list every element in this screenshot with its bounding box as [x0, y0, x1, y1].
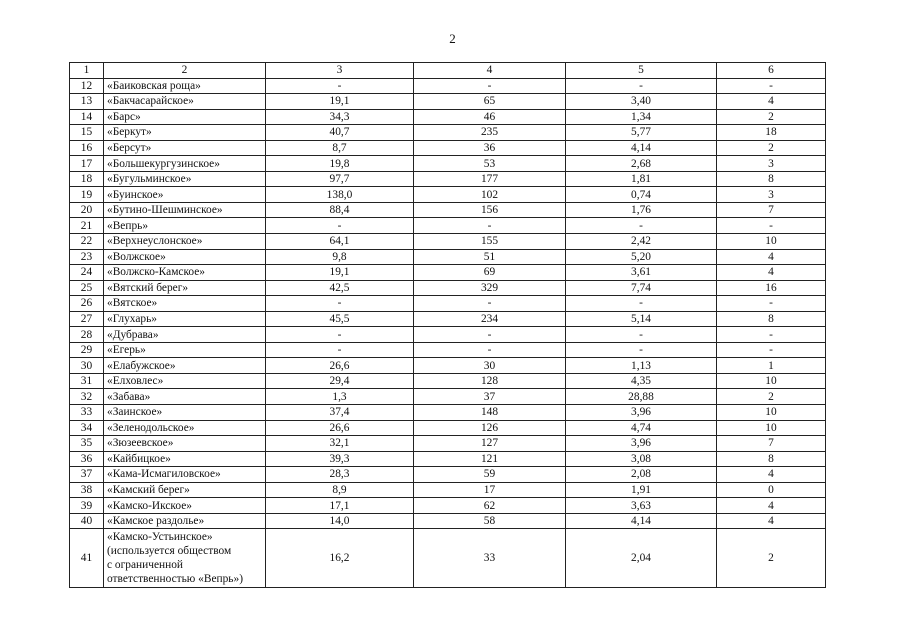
cell-col-4: 17	[414, 482, 566, 498]
table-row	[70, 420, 826, 436]
cell-col-3: 138,0	[266, 187, 414, 203]
hunting-ground-name: «Вятское»	[104, 296, 266, 312]
cell-col-6: 4	[717, 513, 826, 529]
hunting-ground-name: «Бутино-Шешминское»	[104, 202, 266, 218]
cell-col-6: 10	[717, 405, 826, 421]
cell-col-3: 1,3	[266, 389, 414, 405]
column-header-6: 6	[717, 63, 826, 79]
table-row	[70, 389, 826, 405]
table-row	[70, 342, 826, 358]
row-number: 15	[70, 125, 104, 141]
hunting-ground-name: «Кама-Исмагиловское»	[104, 467, 266, 483]
hunting-ground-name: «Забава»	[104, 389, 266, 405]
cell-col-6: 4	[717, 467, 826, 483]
header-row	[70, 63, 826, 79]
cell-col-4: 329	[414, 280, 566, 296]
cell-col-6: -	[717, 218, 826, 234]
hunting-ground-name: «Глухарь»	[104, 311, 266, 327]
table-row	[70, 140, 826, 156]
cell-col-4: -	[414, 327, 566, 343]
row-number: 35	[70, 436, 104, 452]
cell-col-5: -	[566, 296, 717, 312]
table-row	[70, 171, 826, 187]
cell-col-6: 8	[717, 171, 826, 187]
hunting-ground-name: «Большекургузинское»	[104, 156, 266, 172]
cell-col-6: 1	[717, 358, 826, 374]
cell-col-4: 177	[414, 171, 566, 187]
table-row	[70, 234, 826, 250]
cell-col-6: 16	[717, 280, 826, 296]
cell-col-4: 51	[414, 249, 566, 265]
row-number: 19	[70, 187, 104, 203]
row-number: 27	[70, 311, 104, 327]
cell-col-5: -	[566, 218, 717, 234]
cell-col-6: 2	[717, 109, 826, 125]
cell-col-3: 97,7	[266, 171, 414, 187]
cell-col-5: 2,68	[566, 156, 717, 172]
row-number: 38	[70, 482, 104, 498]
row-number: 33	[70, 405, 104, 421]
cell-col-6: 4	[717, 249, 826, 265]
cell-col-4: 148	[414, 405, 566, 421]
cell-col-5: 4,74	[566, 420, 717, 436]
hunting-ground-name: «Зюзеевское»	[104, 436, 266, 452]
table-row	[70, 358, 826, 374]
hunting-ground-name: «Верхнеуслонское»	[104, 234, 266, 250]
cell-col-6: -	[717, 327, 826, 343]
cell-col-6: 8	[717, 311, 826, 327]
hunting-ground-name: «Камско-Устьинское» (используется обществом с ограниченной ответственностью «Вепрь»)	[104, 529, 266, 588]
hunting-ground-name: «Бугульминское»	[104, 171, 266, 187]
row-number: 22	[70, 234, 104, 250]
table-row	[70, 327, 826, 343]
cell-col-4: 121	[414, 451, 566, 467]
hunting-ground-name: «Беркут»	[104, 125, 266, 141]
cell-col-6: 7	[717, 436, 826, 452]
row-number: 18	[70, 171, 104, 187]
cell-col-3: 19,1	[266, 265, 414, 281]
cell-col-4: 36	[414, 140, 566, 156]
table-row	[70, 265, 826, 281]
cell-col-6: 2	[717, 140, 826, 156]
row-number: 28	[70, 327, 104, 343]
table-row	[70, 296, 826, 312]
table-row	[70, 187, 826, 203]
row-number: 17	[70, 156, 104, 172]
cell-col-3: 26,6	[266, 358, 414, 374]
cell-col-6: 4	[717, 94, 826, 110]
row-number: 40	[70, 513, 104, 529]
row-number: 29	[70, 342, 104, 358]
cell-col-3: 34,3	[266, 109, 414, 125]
hunting-ground-name: «Волжское»	[104, 249, 266, 265]
cell-col-3: -	[266, 296, 414, 312]
row-number: 36	[70, 451, 104, 467]
cell-col-6: -	[717, 296, 826, 312]
column-header-1: 1	[70, 63, 104, 79]
cell-col-5: -	[566, 342, 717, 358]
cell-col-6: 10	[717, 420, 826, 436]
cell-col-3: 16,2	[266, 529, 414, 588]
cell-col-4: 65	[414, 94, 566, 110]
row-number: 21	[70, 218, 104, 234]
hunting-ground-name: «Кайбицкое»	[104, 451, 266, 467]
column-header-5: 5	[566, 63, 717, 79]
cell-col-4: 127	[414, 436, 566, 452]
cell-col-5: 7,74	[566, 280, 717, 296]
hunting-ground-name: «Камский берег»	[104, 482, 266, 498]
cell-col-6: 8	[717, 451, 826, 467]
cell-col-6: 4	[717, 265, 826, 281]
cell-col-6: 0	[717, 482, 826, 498]
cell-col-4: -	[414, 78, 566, 94]
hunting-ground-name: «Дубрава»	[104, 327, 266, 343]
table-row	[70, 436, 826, 452]
cell-col-5: 3,63	[566, 498, 717, 514]
hunting-ground-name: «Вепрь»	[104, 218, 266, 234]
hunting-ground-name: «Берсут»	[104, 140, 266, 156]
row-number: 34	[70, 420, 104, 436]
cell-col-3: 14,0	[266, 513, 414, 529]
cell-col-3: 26,6	[266, 420, 414, 436]
table-row	[70, 467, 826, 483]
hunting-ground-name: «Камское раздолье»	[104, 513, 266, 529]
table-row	[70, 373, 826, 389]
cell-col-5: 3,96	[566, 436, 717, 452]
table-row	[70, 405, 826, 421]
hunting-ground-name: «Баиковская роща»	[104, 78, 266, 94]
cell-col-3: 28,3	[266, 467, 414, 483]
cell-col-5: 5,14	[566, 311, 717, 327]
row-number: 14	[70, 109, 104, 125]
cell-col-3: 88,4	[266, 202, 414, 218]
table-row	[70, 109, 826, 125]
row-number: 25	[70, 280, 104, 296]
cell-col-3: 42,5	[266, 280, 414, 296]
cell-col-3: 45,5	[266, 311, 414, 327]
row-number: 30	[70, 358, 104, 374]
cell-col-6: 4	[717, 498, 826, 514]
cell-col-3: 17,1	[266, 498, 414, 514]
cell-col-5: 1,76	[566, 202, 717, 218]
cell-col-4: 126	[414, 420, 566, 436]
cell-col-4: -	[414, 342, 566, 358]
cell-col-5: 5,77	[566, 125, 717, 141]
page-number: 2	[449, 31, 456, 46]
cell-col-5: 2,04	[566, 529, 717, 588]
cell-col-5: -	[566, 78, 717, 94]
cell-col-6: -	[717, 342, 826, 358]
hunting-ground-name: «Камско-Икское»	[104, 498, 266, 514]
hunting-ground-name: «Бакчасарайское»	[104, 94, 266, 110]
data-table	[69, 62, 826, 588]
cell-col-3: -	[266, 78, 414, 94]
cell-col-6: 3	[717, 187, 826, 203]
table-row	[70, 482, 826, 498]
row-number: 32	[70, 389, 104, 405]
cell-col-5: 3,61	[566, 265, 717, 281]
table-row	[70, 513, 826, 529]
cell-col-6: 18	[717, 125, 826, 141]
table-row	[70, 125, 826, 141]
cell-col-5: 1,81	[566, 171, 717, 187]
hunting-ground-name: «Буинское»	[104, 187, 266, 203]
cell-col-5: 2,42	[566, 234, 717, 250]
cell-col-3: 19,8	[266, 156, 414, 172]
hunting-ground-name: «Заинское»	[104, 405, 266, 421]
column-header-4: 4	[414, 63, 566, 79]
table-row	[70, 498, 826, 514]
cell-col-6: 7	[717, 202, 826, 218]
table-row	[70, 94, 826, 110]
cell-col-4: 58	[414, 513, 566, 529]
row-number: 41	[70, 529, 104, 588]
cell-col-5: 28,88	[566, 389, 717, 405]
table-row	[70, 202, 826, 218]
cell-col-3: -	[266, 327, 414, 343]
row-number: 20	[70, 202, 104, 218]
cell-col-4: 69	[414, 265, 566, 281]
hunting-ground-name: «Елабужское»	[104, 358, 266, 374]
row-number: 24	[70, 265, 104, 281]
cell-col-4: -	[414, 296, 566, 312]
hunting-ground-name: «Егерь»	[104, 342, 266, 358]
cell-col-4: 46	[414, 109, 566, 125]
cell-col-5: 1,34	[566, 109, 717, 125]
cell-col-5: 4,35	[566, 373, 717, 389]
cell-col-3: 64,1	[266, 234, 414, 250]
cell-col-3: 8,9	[266, 482, 414, 498]
column-header-2: 2	[104, 63, 266, 79]
cell-col-3: 39,3	[266, 451, 414, 467]
cell-col-3: 40,7	[266, 125, 414, 141]
cell-col-5: 3,96	[566, 405, 717, 421]
row-number: 16	[70, 140, 104, 156]
cell-col-5: 0,74	[566, 187, 717, 203]
cell-col-5: 1,13	[566, 358, 717, 374]
table-row	[70, 311, 826, 327]
row-number: 39	[70, 498, 104, 514]
table-row	[70, 218, 826, 234]
table-row	[70, 451, 826, 467]
table-row	[70, 249, 826, 265]
row-number: 12	[70, 78, 104, 94]
cell-col-3: 9,8	[266, 249, 414, 265]
cell-col-5: -	[566, 327, 717, 343]
cell-col-4: 128	[414, 373, 566, 389]
row-number: 31	[70, 373, 104, 389]
cell-col-4: 62	[414, 498, 566, 514]
cell-col-6: 2	[717, 389, 826, 405]
cell-col-3: 8,7	[266, 140, 414, 156]
column-header-3: 3	[266, 63, 414, 79]
cell-col-3: 29,4	[266, 373, 414, 389]
cell-col-4: 30	[414, 358, 566, 374]
cell-col-6: 2	[717, 529, 826, 588]
cell-col-5: 3,40	[566, 94, 717, 110]
cell-col-5: 3,08	[566, 451, 717, 467]
cell-col-5: 2,08	[566, 467, 717, 483]
cell-col-3: -	[266, 342, 414, 358]
row-number: 13	[70, 94, 104, 110]
cell-col-4: 53	[414, 156, 566, 172]
cell-col-6: -	[717, 78, 826, 94]
cell-col-5: 4,14	[566, 513, 717, 529]
cell-col-4: 33	[414, 529, 566, 588]
cell-col-4: 234	[414, 311, 566, 327]
table-row	[70, 529, 826, 588]
cell-col-5: 5,20	[566, 249, 717, 265]
hunting-ground-name: «Елховлес»	[104, 373, 266, 389]
hunting-ground-name: «Волжско-Камское»	[104, 265, 266, 281]
cell-col-4: 155	[414, 234, 566, 250]
cell-col-6: 10	[717, 234, 826, 250]
cell-col-6: 3	[717, 156, 826, 172]
cell-col-5: 4,14	[566, 140, 717, 156]
cell-col-3: -	[266, 218, 414, 234]
cell-col-3: 32,1	[266, 436, 414, 452]
row-number: 26	[70, 296, 104, 312]
cell-col-3: 19,1	[266, 94, 414, 110]
table-row	[70, 78, 826, 94]
cell-col-4: 37	[414, 389, 566, 405]
table-row	[70, 280, 826, 296]
cell-col-4: -	[414, 218, 566, 234]
cell-col-4: 59	[414, 467, 566, 483]
row-number: 37	[70, 467, 104, 483]
row-number: 23	[70, 249, 104, 265]
cell-col-5: 1,91	[566, 482, 717, 498]
hunting-ground-name: «Вятский берег»	[104, 280, 266, 296]
cell-col-6: 10	[717, 373, 826, 389]
cell-col-4: 235	[414, 125, 566, 141]
cell-col-4: 102	[414, 187, 566, 203]
hunting-ground-name: «Барс»	[104, 109, 266, 125]
table-row	[70, 156, 826, 172]
cell-col-3: 37,4	[266, 405, 414, 421]
cell-col-4: 156	[414, 202, 566, 218]
hunting-ground-name: «Зеленодольское»	[104, 420, 266, 436]
